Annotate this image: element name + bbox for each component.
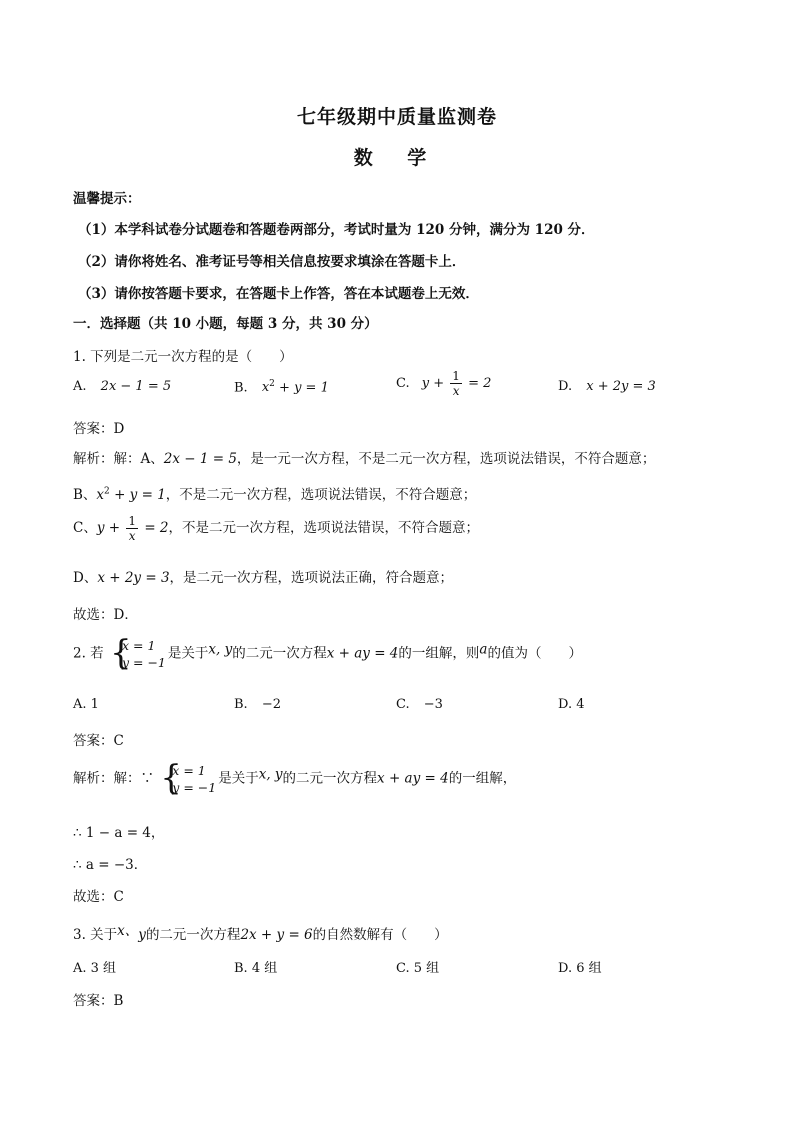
option-expr-pre: y + (421, 376, 445, 391)
q3-answer: 答案：B (73, 993, 124, 1009)
q1-analysis-d (73, 566, 453, 586)
section-heading: 一．选择题（共 10 小题，每题 3 分，共 30 分） (73, 316, 378, 332)
option-expr-post: = 2 (468, 376, 492, 391)
question-2-stem (73, 633, 582, 673)
analysis-expr-pre: y + (96, 520, 121, 536)
option-value: −2 (261, 697, 281, 712)
brace-icon: { (160, 758, 182, 798)
equation-system (109, 633, 166, 673)
system-row-1: x = 1 (121, 638, 156, 653)
option-label: C. (396, 697, 410, 712)
analysis-expr-base: x (96, 487, 105, 503)
analysis-text: 的二元一次方程 (282, 770, 378, 787)
q3-option-a: A. 3 组 (73, 961, 117, 976)
analysis-text: 的一组解， (448, 770, 517, 787)
stem-suffix: 的自然数解有（ ） (312, 927, 448, 943)
system-row-1: x = 1 (172, 763, 206, 778)
analysis-text: ，不是二元一次方程，选项说法错误，不符合题意； (165, 487, 477, 503)
analysis-text: ，不是二元一次方程，选项说法错误，不符合题意； (168, 520, 480, 536)
brace-icon: { (109, 633, 132, 673)
analysis-expr-exponent: 2 (104, 486, 110, 497)
equation-system (160, 758, 217, 798)
stem-text: 的二元一次方程 (232, 645, 327, 662)
q1-analysis-b (73, 483, 476, 503)
stem-text: 的二元一次方程 (145, 927, 241, 943)
q3-option-b: B. 4 组 (234, 961, 278, 976)
option-expr-rest: + y = 1 (274, 380, 329, 396)
fraction-numerator: 1 (128, 514, 137, 528)
option-value: −3 (423, 697, 443, 712)
stem-var-a: a (479, 641, 488, 658)
q1-option-b (234, 379, 329, 395)
option-label: C. (396, 376, 410, 391)
q1-option-a (73, 379, 171, 394)
q2-option-a: A. 1 (73, 697, 99, 712)
fraction (450, 369, 462, 398)
exam-title: 七年级期中质量监测卷 (296, 106, 497, 128)
analysis-expr: 2x − 1 = 5 (163, 451, 237, 467)
analysis-expr-post: = 2 (144, 520, 169, 536)
subject-title: 数 学 (353, 147, 441, 169)
stem-suffix: 的值为（ ） (487, 645, 582, 662)
fraction-denominator: x (128, 529, 136, 543)
option-expr: 2x − 1 = 5 (100, 379, 172, 394)
analysis-vars: x, y (258, 766, 283, 783)
option-label: B. (234, 380, 248, 396)
stem-text: 是关于 (167, 645, 209, 662)
q2-option-c (396, 697, 443, 712)
stem-text: 的一组解，则 (398, 645, 480, 662)
q2-answer: 答案：C (73, 733, 124, 749)
q1-answer: 答案：D (73, 421, 125, 437)
analysis-text: ，是二元一次方程，选项说法正确，符合题意； (169, 570, 454, 586)
q2-option-b (234, 697, 281, 712)
q3-option-d: D. 6 组 (558, 961, 602, 976)
tips-heading: 温馨提示： (73, 191, 141, 207)
q2-step-1: ∴ 1 − a = 4， (73, 825, 165, 841)
q2-analysis (73, 758, 517, 798)
analysis-text: ，是一元一次方程，不是二元一次方程，选项说法错误，不符合题意； (236, 451, 656, 467)
fraction-numerator: 1 (452, 369, 460, 383)
analysis-prefix: 解析：解：∵ (73, 770, 154, 787)
fraction (126, 514, 138, 543)
system-row-2: y = −1 (172, 780, 217, 795)
stem-vars: x, y (208, 641, 233, 658)
tip-item-2: （2）请你将姓名、准考证号等相关信息按要求填涂在答题卡上． (78, 254, 466, 270)
analysis-expr-rest: + y = 1 (109, 487, 166, 503)
q1-conclusion: 故选：D． (73, 607, 138, 623)
question-3-stem (73, 919, 448, 943)
q2-step-2: ∴ a = −3． (73, 857, 148, 873)
system-row-2: y = −1 (121, 655, 166, 670)
analysis-prefix: 解析：解：A、 (73, 451, 164, 467)
option-label: B. (234, 697, 248, 712)
q1-analysis-c (73, 514, 479, 543)
option-expr: x + 2y = 3 (586, 379, 656, 394)
analysis-equation: x + ay = 4 (377, 770, 449, 787)
stem-equation: x + ay = 4 (326, 645, 399, 662)
q3-option-c: C. 5 组 (396, 961, 440, 976)
tip-item-1: （1）本学科试卷分试题卷和答题卷两部分，考试时量为 120 分钟，满分为 120 分． (78, 222, 595, 238)
analysis-text: 是关于 (218, 770, 259, 787)
fraction-denominator: x (452, 384, 460, 398)
question-1-stem: 1. 下列是二元一次方程的是（ ） (73, 349, 293, 365)
analysis-expr: x + 2y = 3 (97, 570, 170, 586)
q1-analysis-a (73, 447, 655, 467)
q2-option-d: D. 4 (558, 697, 585, 712)
analysis-prefix: C、 (73, 520, 97, 536)
q2-conclusion: 故选：C (73, 889, 124, 905)
stem-var-y: y (138, 927, 146, 943)
tip-item-3: （3）请你按答题卡要求，在答题卡上作答，答在本试题卷上无效． (78, 286, 479, 302)
stem-equation: 2x + y = 6 (240, 927, 313, 943)
option-label: D. (558, 379, 573, 394)
stem-prefix: 2. 若 (73, 645, 104, 662)
option-label: A. (73, 379, 87, 394)
stem-prefix: 3. 关于 (73, 927, 118, 943)
stem-var-x: x、 (117, 923, 139, 939)
q1-option-c (396, 369, 491, 398)
option-expr-base: x (261, 380, 270, 396)
analysis-prefix: B、 (73, 487, 97, 503)
option-expr-exponent: 2 (269, 379, 275, 389)
analysis-prefix: D、 (73, 570, 98, 586)
q1-option-d (558, 379, 656, 394)
